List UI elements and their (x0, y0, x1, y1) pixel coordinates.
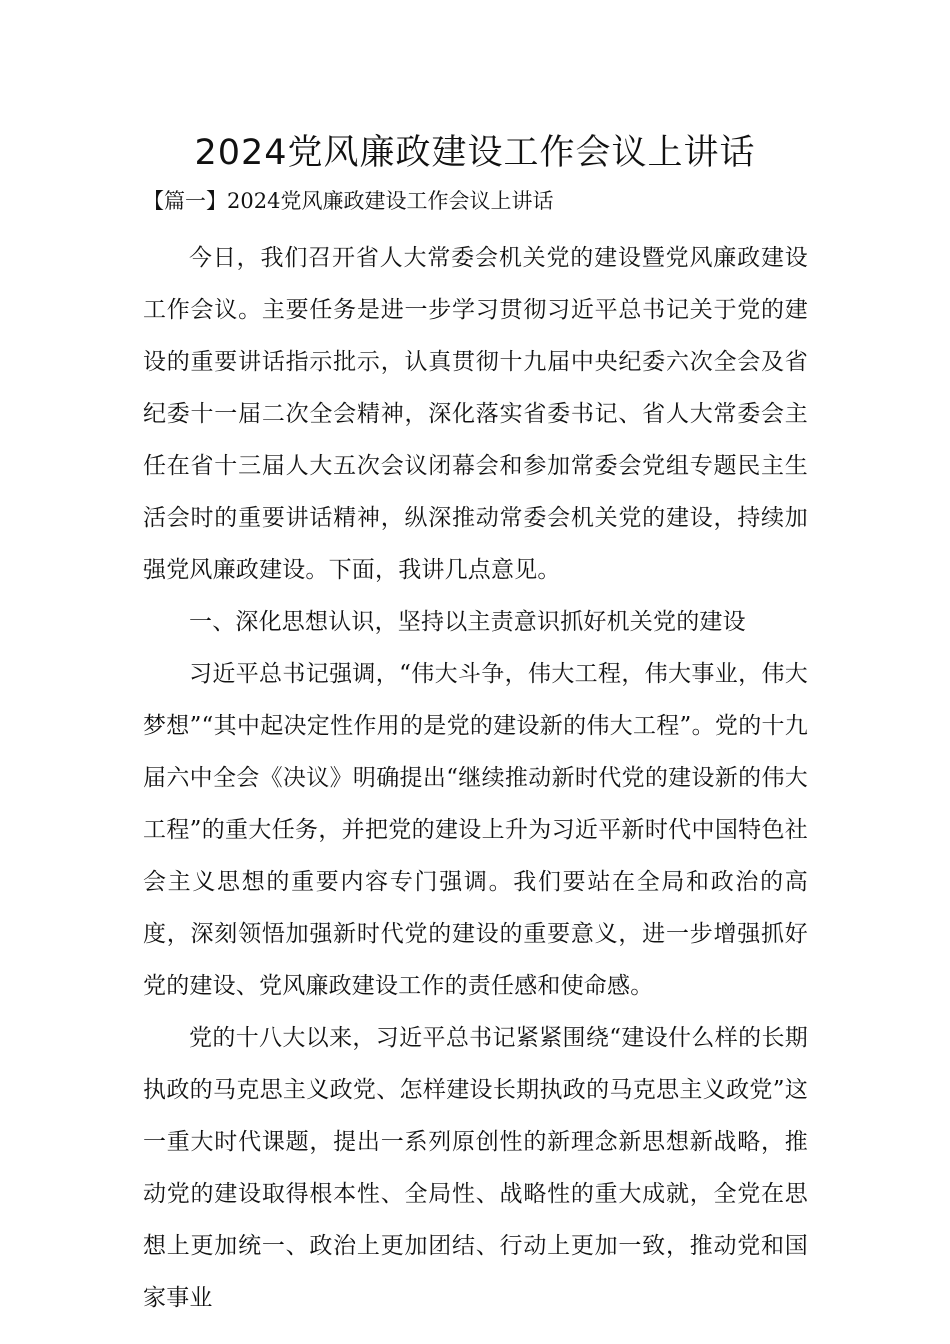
paragraph-2: 习近平总书记强调，“伟大斗争，伟大工程，伟大事业，伟大梦想”“其中起决定性作用的是党的建设新的伟大工程”。党的十九届六中全会《决议》明确提出“继续推动新时代党的建设新的伟大工程”的重大任务，并把党的建设上升为习近平新时代中国特色社会主义思想的重要内容专门强调。我们要站在全局和政治的高度，深刻领悟加强新时代党的建设的重要意义，进一步增强抓好党的建设、党风廉政建设工作的责任感和使命感。 (143, 661, 808, 999)
document-title: 2024党风廉政建设工作会议上讲话 (194, 133, 756, 173)
paragraph-3: 党的十八大以来，习近平总书记紧紧围绕“建设什么样的长期执政的马克思主义政党、怎样建设长期执政的马克思主义政党”这一重大时代课题，提出一系列原创性的新理念新思想新战略，推动党的建设取得根本性、全局性、战略性的重大成就，全党在思想上更加统一、政治上更加团结、行动上更加一致，推动党和国家事业 (143, 1025, 808, 1311)
document-subtitle: 【篇一】2024党风廉政建设工作会议上讲话 (143, 189, 554, 213)
document-body (143, 232, 808, 1324)
paragraph-intro: 今日，我们召开省人大常委会机关党的建设暨党风廉政建设工作会议。主要任务是进一步学习贯彻习近平总书记关于党的建设的重要讲话指示批示，认真贯彻十九届中央纪委六次全会及省纪委十一届二次全会精神，深化落实省委书记、省人大常委会主任在省十三届人大五次会议闭幕会和参加常委会党组专题民主生活会时的重要讲话精神，纵深推动常委会机关党的建设，持续加强党风廉政建设。下面，我讲几点意见。 (143, 245, 808, 583)
section-heading-1: 一、深化思想认识，坚持以主责意识抓好机关党的建设 (189, 609, 746, 635)
